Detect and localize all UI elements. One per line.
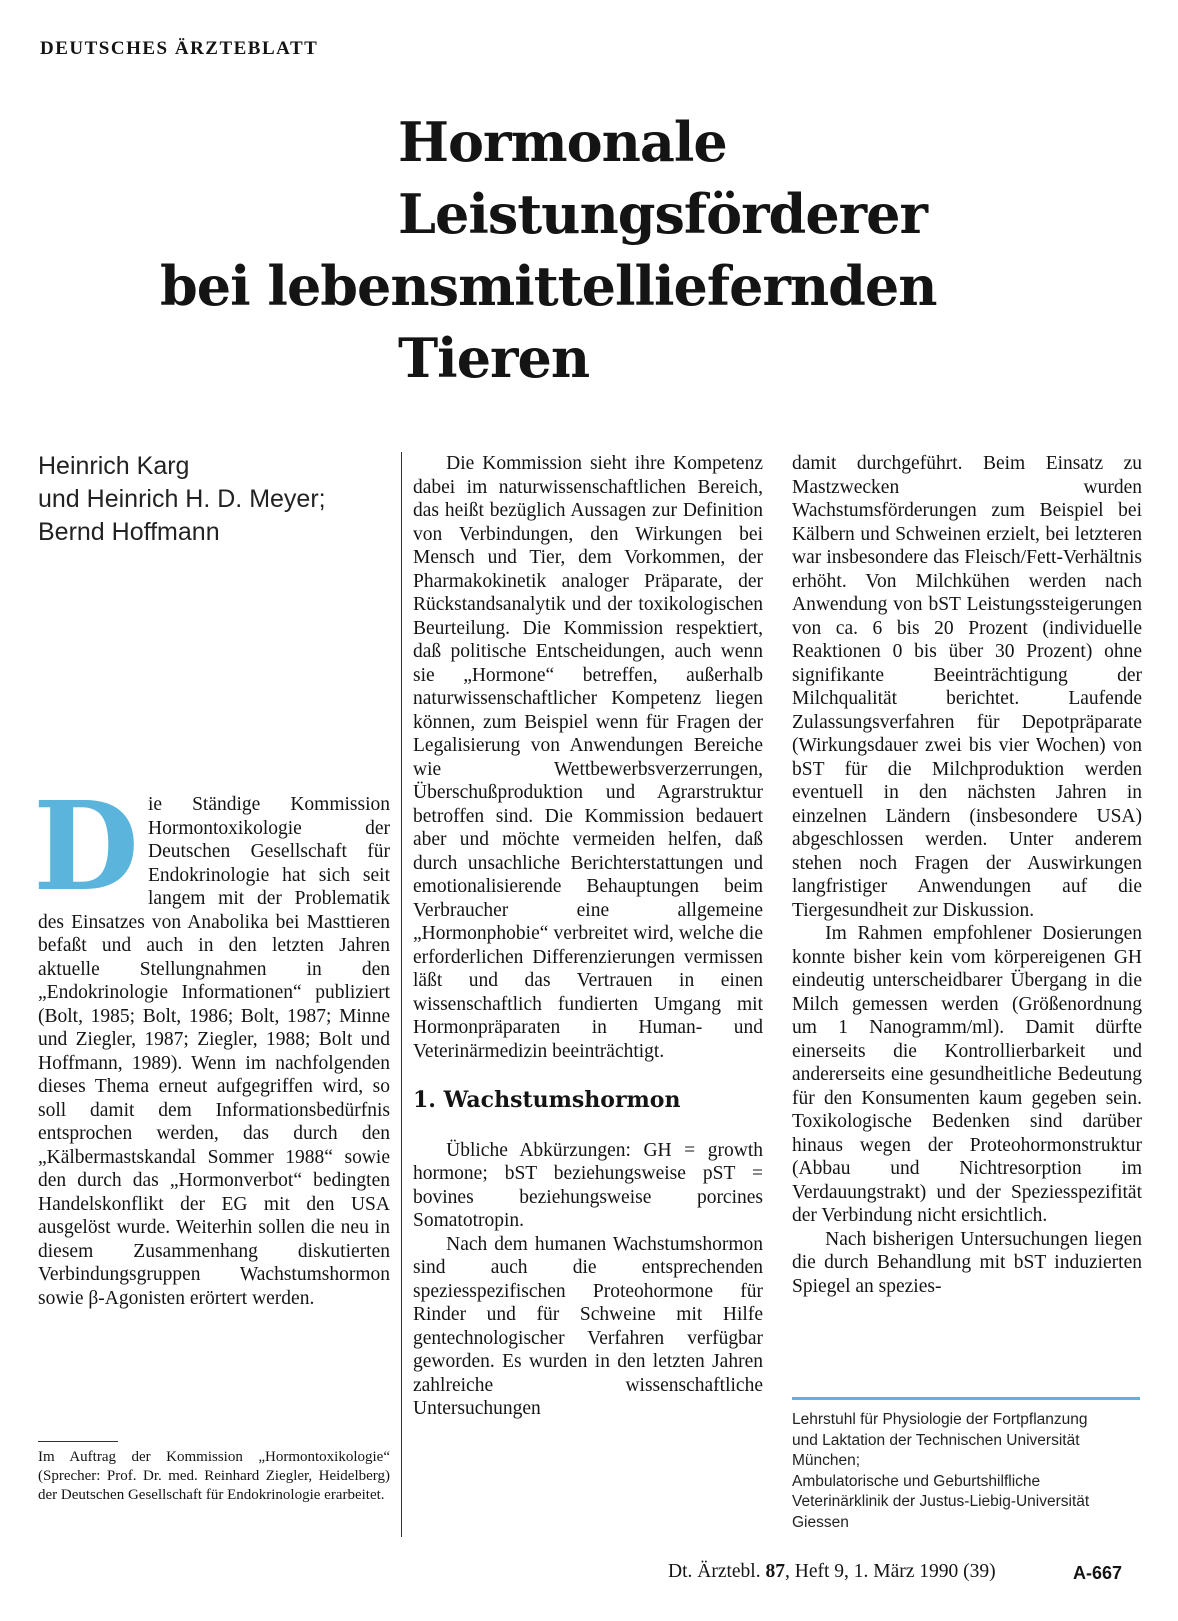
affiliation-divider — [792, 1397, 1140, 1400]
footnote-divider — [38, 1441, 118, 1442]
paragraph-commission: Die Kommission sieht ihre Kompetenz dabei im naturwissenschaftlichen Bereich, das heißt bezüglich Aussagen zur Definition von Verbindungen, den Wirkungen bei Mensch und Tier, dem Vorkommen, der Pharmakokinetik analoger Präparate, der Rückstandsanalytik und der toxikologischen Beurteilung. Die Kommission respektiert, daß politische Entscheidungen, auch wenn sie „Hormone“ betreffen, außerhalb naturwissenschaftlicher Kompetenz liegen können, zum Beispiel wenn für Fragen der Legalisierung von Anwendungen Bereiche wie Wettbewerbsverzerrungen, Überschußproduktion und Agrarstruktur betroffen sind. Die Kommission bedauert aber und möchte vermeiden helfen, daß durch unsachliche Berichterstattungen und emotionalisierende Behauptungen beim Verbraucher eine allgemeine „Hormonphobie“ verbreitet wird, welche die erforderlichen Differenzierungen vermissen läßt und das Vertrauen in einen wissenschaftlich fundierten Umgang mit Hormonpräparaten in Human- und Veterinärmedizin beeinträchtigt. — [413, 453, 763, 1062]
affiliation-line: Giessen — [792, 1513, 849, 1531]
author-line-1: Heinrich Karg — [38, 452, 190, 480]
citation-volume: 87 — [765, 1561, 785, 1582]
intro-paragraph: ie Ständige Kommission Hormontoxikologie der Deutschen Gesellschaft für Endokrinologie hat sich seit langem mit der Problematik des Einsatzes von Anabolika bei Masttieren befaßt und auch in den letzten Jahren aktuelle Stellungnahmen in den „Endokrinologie Informationen“ publiziert (Bolt, 1985; Bolt, 1986; Bolt, 1987; Minne und Ziegler, 1987; Ziegler, 1988; Bolt und Hoffmann, 1989). Wenn im nachfolgenden dieses Thema erneut aufgegriffen wird, so soll damit dem Informationsbedürfnis entsprochen werden, das durch den „Kälbermastskandal Sommer 1988“ sowie den durch das „Hormonverbot“ bedingten Handelskonflikt der EG mit den USA ausgelöst wurde. Weiterhin sollen die neu in diesem Zusammenhang diskutierten Verbindungsgruppen Wachstumshormon sowie β-Agonisten erörtert werden. — [38, 794, 390, 1309]
title-line-4: Tieren — [398, 326, 590, 390]
column-3 — [792, 452, 1142, 1298]
paragraph-growth-hormone: Nach dem humanen Wachstumshormon sind auch die entsprechenden speziesspezifischen Proteohormone für Rinder und für Schweine mit Hilfe gentechnologischer Verfahren verfügbar geworden. Es wurden in den letzten Jahren zahlreiche wissenschaftliche Untersuchungen — [413, 1233, 763, 1419]
author-line-3: Bernd Hoffmann — [38, 518, 220, 546]
affiliation-line: München; — [792, 1452, 861, 1469]
title-line-2: Leistungsförderer — [398, 182, 927, 246]
page-number: A-667 — [1073, 1563, 1123, 1583]
column-1 — [33, 774, 390, 1310]
paragraph-abbreviations: Übliche Abkürzungen: GH = growth hormone; bST beziehungsweise pST = bovines beziehungsweise porcines Somatotropin. — [413, 1139, 763, 1231]
citation-prefix: Dt. Ärztebl. — [668, 1561, 766, 1582]
masthead: DEUTSCHES ÄRZTEBLATT — [40, 38, 319, 59]
paragraph-dosage: Im Rahmen empfohlener Dosierungen konnte bisher kein vom körpereigenen GH eindeutig unterscheidbarer Übergang in die Milch gemessen werden (Größenordnung um 1 Nanogramm/ml). Damit dürfte einerseits die Kontrollierbarkeit und andererseits eine gesundheitliche Bedeutung für den Konsumenten kaum gegeben sein. Toxikologische Bedenken sind darüber hinaus wegen der Proteohormonstruktur (Abbau und Nichtresorption im Verdauungstrakt) und der Speziesspezifität der Verbindung nicht ersichtlich. — [792, 923, 1142, 1226]
title-line-3: bei lebensmittelliefernden — [160, 254, 937, 318]
affiliation-line: Veterinärklinik der Justus-Liebig-Universität — [792, 1493, 1090, 1510]
affiliation-line: Lehrstuhl für Physiologie der Fortpflanzung — [792, 1411, 1088, 1428]
column-divider — [401, 452, 402, 1537]
section-heading: 1. Wachstumshormon — [413, 1087, 681, 1113]
drop-cap: D — [33, 774, 139, 918]
citation-suffix: , Heft 9, 1. März 1990 (39) — [784, 1561, 996, 1582]
journal-citation — [668, 1561, 996, 1583]
affiliation-line: Ambulatorische und Geburtshilfliche — [792, 1472, 1041, 1490]
column-2 — [413, 452, 763, 1421]
footnote: Im Auftrag der Kommission „Hormontoxikologie“ (Sprecher: Prof. Dr. med. Reinhard Ziegler, Heidelberg) der Deutschen Gesellschaft für Endokrinologie erarbeitet. — [38, 1449, 390, 1503]
affiliation-block — [792, 1410, 1142, 1533]
author-block — [38, 450, 378, 549]
paragraph-bst-effects: damit durchgeführt. Beim Einsatz zu Mastzwecken wurden Wachstumsförderungen zum Beispiel bei Kälbern und Schweinen erzielt, bei letzteren war insbesondere das Fleisch/Fett-Verhältnis erhöht. Von Milchkühen werden nach Anwendung von bST Leistungssteigerungen von ca. 6 bis 20 Prozent (individuelle Reaktionen 0 bis über 30 Prozent) ohne signifikante Beeinträchtigung der Milchqualität berichtet. Laufende Zulassungsverfahren für Depotpräparate (Wirkungsdauer zwei bis vier Wochen) von bST für die Milchproduktion werden eventuell in den nächsten Jahren in einzelnen Ländern (insbesondere USA) abgeschlossen werden. Unter anderem stehen noch Fragen der Auswirkungen langfristiger Anwendungen auf die Tiergesundheit zur Diskussion. — [792, 453, 1142, 921]
paragraph-levels: Nach bisherigen Untersuchungen liegen die durch Behandlung mit bST induzierten Spiegel an spezies- — [792, 1228, 1142, 1297]
title-line-1: Hormonale — [398, 110, 727, 174]
author-line-2: und Heinrich H. D. Meyer; — [38, 485, 326, 513]
affiliation-line: und Laktation der Technischen Universität — [792, 1431, 1080, 1449]
